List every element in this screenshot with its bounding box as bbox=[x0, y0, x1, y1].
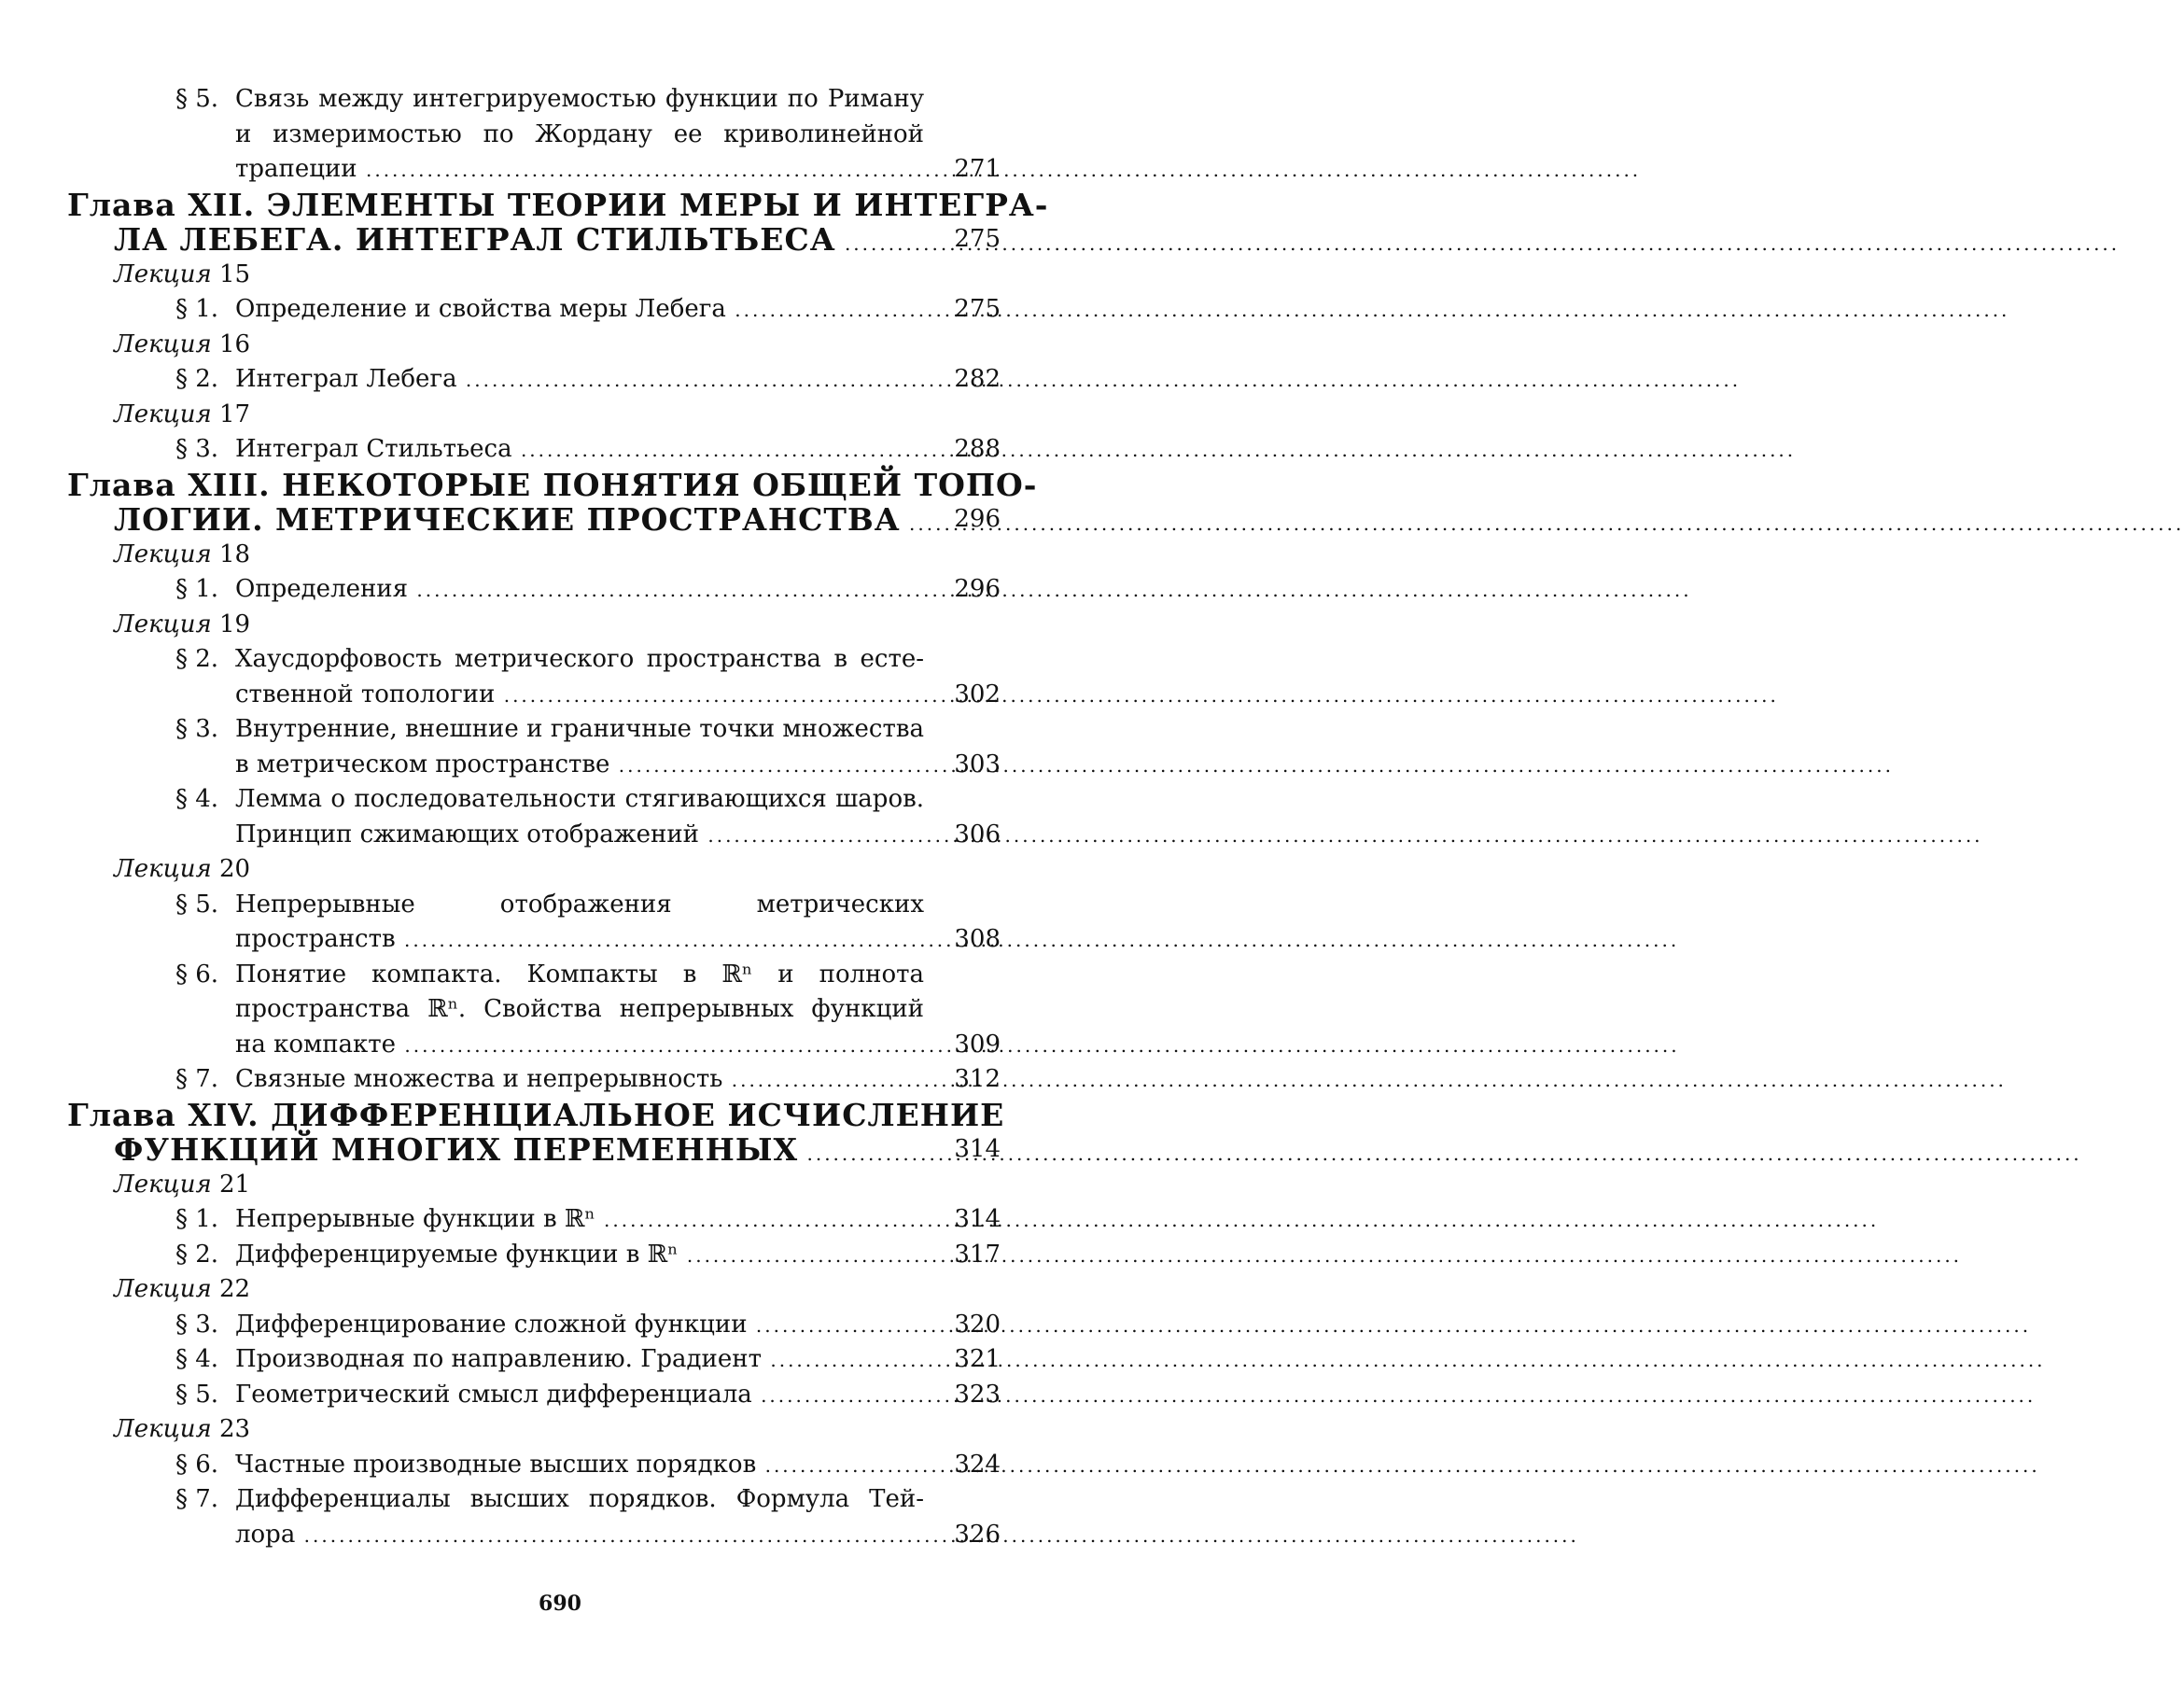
section-symbol: § 1. bbox=[175, 575, 219, 603]
section-symbol: § 6. bbox=[175, 960, 219, 989]
section-title-text: Дифференциалы высших порядков. Формула Тей- bbox=[235, 1485, 924, 1513]
page-ref: 314 bbox=[954, 1205, 1001, 1233]
section-entry bbox=[67, 572, 1001, 608]
section-title-text: Связь между интегрируемостью функции по Риману bbox=[235, 85, 924, 113]
section-symbol: § 3. bbox=[175, 1310, 219, 1339]
chapter-entry bbox=[67, 1096, 1005, 1168]
section-entry bbox=[67, 958, 1001, 1063]
section-title-line bbox=[67, 432, 1001, 468]
page-ref: 296 bbox=[954, 505, 1001, 533]
section-title-line bbox=[67, 1202, 1001, 1238]
section-title-line bbox=[67, 992, 1001, 1028]
section-entry bbox=[67, 292, 1001, 328]
section-title-line bbox=[67, 118, 1001, 153]
section-symbol: § 7. bbox=[175, 1485, 219, 1513]
section-entry bbox=[67, 1202, 1001, 1238]
section-entry bbox=[67, 712, 1001, 782]
page-number: 690 bbox=[539, 1592, 581, 1616]
section-title-text: Непрерывные функции в ℝⁿ ..... bbox=[235, 1202, 924, 1239]
section-symbol: § 4. bbox=[175, 785, 219, 813]
section-title-text: Дифференцирование сложной функции ..... bbox=[235, 1308, 924, 1344]
lecture-label: Лекция bbox=[114, 259, 212, 288]
lecture-heading bbox=[67, 608, 1001, 643]
page-ref: 302 bbox=[954, 680, 1001, 708]
section-entry bbox=[67, 432, 1001, 468]
section-entry bbox=[67, 1448, 1001, 1483]
lecture-heading bbox=[67, 852, 1001, 888]
section-title-text: Непрерывные отображения метрических bbox=[235, 890, 924, 919]
chapter-title-line bbox=[67, 502, 1001, 538]
lecture-number: 19 bbox=[218, 610, 251, 638]
section-title-line bbox=[67, 1062, 1001, 1098]
section-title-line bbox=[67, 712, 1001, 748]
table-of-contents bbox=[67, 82, 1049, 1552]
page-ref: 320 bbox=[954, 1310, 1001, 1339]
section-title-text: Понятие компакта. Компакты в ℝⁿ и полнота bbox=[235, 960, 924, 989]
page-ref: 309 bbox=[954, 1030, 1001, 1059]
lecture-heading bbox=[67, 1272, 1001, 1308]
section-title-text: Производная по направлению. Градиент ..... bbox=[235, 1342, 924, 1379]
lecture-heading bbox=[67, 1412, 1001, 1448]
lecture-number: 15 bbox=[218, 259, 251, 288]
page-ref: 288 bbox=[954, 435, 1001, 463]
section-title-line bbox=[67, 572, 1001, 608]
section-title-text: Частные производные высших порядков ..... bbox=[235, 1448, 924, 1484]
chapter-title-line bbox=[67, 466, 1038, 503]
section-title-line bbox=[67, 888, 1001, 923]
section-title-line bbox=[67, 152, 1001, 188]
lecture-heading bbox=[67, 328, 1001, 363]
lecture-label: Лекция bbox=[114, 1170, 212, 1199]
section-entry bbox=[67, 362, 1001, 398]
section-symbol: § 2. bbox=[175, 1240, 219, 1269]
page-ref: 324 bbox=[954, 1450, 1001, 1479]
section-title-text: на компакте ..... bbox=[235, 1028, 924, 1064]
chapter-title-line bbox=[67, 186, 1049, 223]
section-title-text: Интеграл Стильтьеса ..... bbox=[235, 432, 924, 469]
section-title-line bbox=[67, 362, 1001, 398]
section-symbol: § 3. bbox=[175, 435, 219, 463]
chapter-title-text: ЛОГИИ. МЕТРИЧЕСКИЕ ПРОСТРАНСТВА ..... bbox=[114, 502, 924, 542]
lecture-number: 21 bbox=[218, 1170, 251, 1199]
section-title-text: Дифференцируемые функции в ℝⁿ ..... bbox=[235, 1238, 924, 1274]
lecture-label: Лекция bbox=[114, 400, 212, 428]
page-ref: 275 bbox=[954, 225, 1001, 253]
section-symbol: § 6. bbox=[175, 1450, 219, 1479]
section-title-line bbox=[67, 1378, 1001, 1413]
section-entry bbox=[67, 1238, 1001, 1273]
section-title-line bbox=[67, 818, 1001, 853]
section-symbol: § 5. bbox=[175, 890, 219, 919]
section-title-text: Хаусдорфовость метрического пространства в есте- bbox=[235, 645, 924, 673]
section-title-text: Лемма о последовательности стягивающихся шаров. bbox=[235, 785, 924, 813]
lecture-number: 22 bbox=[218, 1275, 251, 1303]
page-ref: 326 bbox=[954, 1520, 1001, 1549]
lecture-number: 20 bbox=[218, 855, 251, 883]
section-title-line bbox=[67, 1308, 1001, 1343]
page-ref: 317 bbox=[954, 1240, 1001, 1269]
page-ref: 323 bbox=[954, 1380, 1001, 1409]
lecture-number: 16 bbox=[218, 330, 251, 358]
chapter-title-text: ФУНКЦИЙ МНОГИХ ПЕРЕМЕННЫХ ..... bbox=[114, 1132, 924, 1172]
section-title-line bbox=[67, 82, 1001, 118]
section-entry bbox=[67, 1062, 1001, 1098]
section-title-line bbox=[67, 292, 1001, 328]
page-ref: 303 bbox=[954, 750, 1001, 778]
chapter-title-text: Глава XIV. ДИФФЕРЕНЦИАЛЬНОЕ ИСЧИСЛЕНИЕ bbox=[67, 1096, 1005, 1133]
section-title-text: Геометрический смысл дифференциала ..... bbox=[235, 1378, 924, 1414]
lecture-number: 17 bbox=[218, 400, 251, 428]
section-entry bbox=[67, 1308, 1001, 1343]
section-entry bbox=[67, 888, 1001, 958]
chapter-entry bbox=[67, 186, 1049, 258]
lecture-number: 23 bbox=[218, 1415, 251, 1443]
section-title-text: Внутренние, внешние и граничные точки множества bbox=[235, 715, 924, 743]
chapter-title-line bbox=[67, 222, 1001, 258]
section-entry bbox=[67, 782, 1001, 852]
section-title-text: Принцип сжимающих отображений ..... bbox=[235, 818, 924, 854]
page-ref: 282 bbox=[954, 365, 1001, 393]
lecture-label: Лекция bbox=[114, 1415, 212, 1443]
page-ref: 306 bbox=[954, 820, 1001, 849]
lecture-heading bbox=[67, 538, 1001, 573]
page-ref: 321 bbox=[954, 1345, 1001, 1373]
lecture-number: 18 bbox=[218, 540, 251, 568]
lecture-heading bbox=[67, 258, 1001, 293]
section-title-line bbox=[67, 958, 1001, 993]
lecture-heading bbox=[67, 398, 1001, 433]
section-entry bbox=[67, 1342, 1001, 1378]
chapter-title-text: Глава XIII. НЕКОТОРЫЕ ПОНЯТИЯ ОБЩЕЙ ТОПО- bbox=[67, 466, 1038, 503]
section-title-text: лора ..... bbox=[235, 1518, 924, 1554]
section-entry bbox=[67, 1482, 1001, 1552]
section-title-line bbox=[67, 922, 1001, 958]
section-title-text: Интеграл Лебега ..... bbox=[235, 362, 924, 399]
section-title-text: Определение и свойства меры Лебега ..... bbox=[235, 292, 924, 329]
section-title-line bbox=[67, 1448, 1001, 1483]
chapter-entry bbox=[67, 466, 1038, 538]
section-symbol: § 4. bbox=[175, 1345, 219, 1373]
section-title-line bbox=[67, 678, 1001, 713]
section-symbol: § 1. bbox=[175, 1205, 219, 1233]
section-title-line bbox=[67, 748, 1001, 783]
section-title-text: в метрическом пространстве ..... bbox=[235, 748, 924, 784]
section-title-text: трапеции ..... bbox=[235, 152, 924, 189]
lecture-heading bbox=[67, 1168, 1001, 1203]
section-title-line bbox=[67, 1482, 1001, 1518]
chapter-title-line bbox=[67, 1096, 1005, 1133]
section-entry bbox=[67, 82, 1001, 188]
lecture-label: Лекция bbox=[114, 330, 212, 358]
section-symbol: § 5. bbox=[175, 1380, 219, 1409]
lecture-label: Лекция bbox=[114, 540, 212, 568]
chapter-title-text: ЛА ЛЕБЕГА. ИНТЕГРАЛ СТИЛЬТЬЕСА ..... bbox=[114, 222, 924, 262]
section-symbol: § 2. bbox=[175, 365, 219, 393]
section-symbol: § 1. bbox=[175, 295, 219, 323]
section-title-line bbox=[67, 1518, 1001, 1553]
section-symbol: § 3. bbox=[175, 715, 219, 743]
section-title-text: пространств ..... bbox=[235, 922, 924, 959]
lecture-label: Лекция bbox=[114, 610, 212, 638]
page-ref: 308 bbox=[954, 925, 1001, 953]
page-ref: 271 bbox=[954, 155, 1001, 183]
chapter-title-text: Глава XII. ЭЛЕМЕНТЫ ТЕОРИИ МЕРЫ И ИНТЕГРА- bbox=[67, 186, 1049, 223]
section-title-line bbox=[67, 1028, 1001, 1063]
section-title-line bbox=[67, 1342, 1001, 1378]
page-ref: 296 bbox=[954, 575, 1001, 603]
section-title-line bbox=[67, 642, 1001, 678]
lecture-label: Лекция bbox=[114, 855, 212, 883]
section-entry bbox=[67, 1378, 1001, 1413]
section-title-line bbox=[67, 1238, 1001, 1273]
chapter-title-line bbox=[67, 1132, 1001, 1168]
section-entry bbox=[67, 642, 1001, 712]
page-ref: 275 bbox=[954, 295, 1001, 323]
section-title-text: и измеримостью по Жордану ее криволинейной bbox=[235, 119, 924, 148]
section-symbol: § 2. bbox=[175, 645, 219, 673]
section-title-text: ственной топологии ..... bbox=[235, 678, 924, 714]
page-ref: 312 bbox=[954, 1065, 1001, 1093]
section-title-line bbox=[67, 782, 1001, 818]
section-symbol: § 7. bbox=[175, 1065, 219, 1093]
section-title-text: Связные множества и непрерывность ..... bbox=[235, 1062, 924, 1099]
section-symbol: § 5. bbox=[175, 85, 219, 113]
page-ref: 314 bbox=[954, 1135, 1001, 1163]
section-title-text: Определения ..... bbox=[235, 572, 924, 609]
section-title-text: пространства ℝⁿ. Свойства непрерывных функций bbox=[235, 995, 924, 1023]
lecture-label: Лекция bbox=[114, 1275, 212, 1303]
